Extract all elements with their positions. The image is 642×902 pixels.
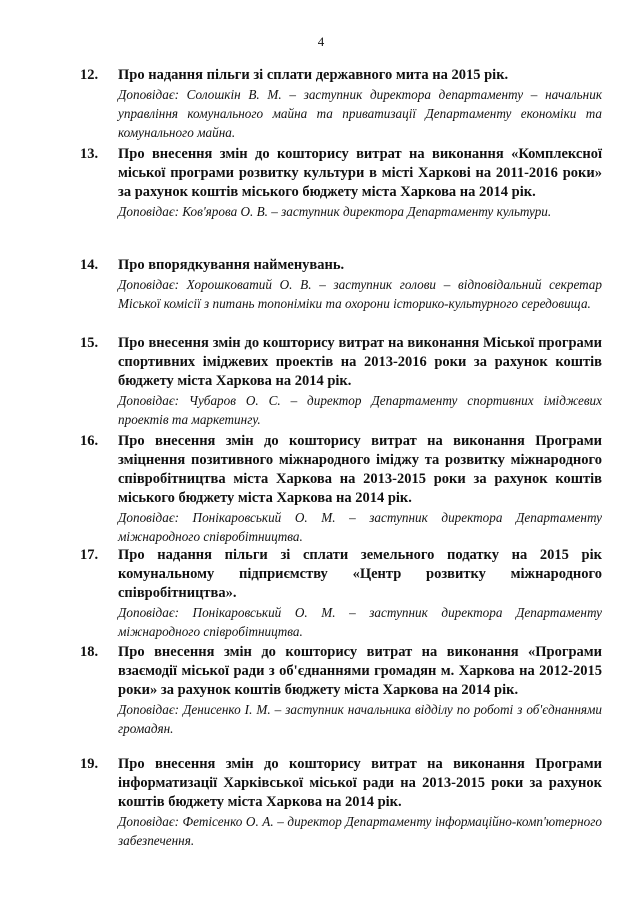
item-title: Про внесення змін до кошторису витрат на виконання Програми зміцнення позитивного міжнародного іміджу та розвитку міжнародного співробітництва міста Харкова на 2013-2015 роки за рахунок коштів міського бюджету міста Харкова на 2014 рік.	[118, 433, 602, 506]
item-speaker: Доповідає: Чубаров О. С. – директор Департаменту спортивних іміджевих проектів та маркетингу.	[118, 393, 602, 427]
item-number: 13.	[80, 146, 99, 162]
item-title: Про внесення змін до кошторису витрат на виконання «Програми взаємодії міської ради з об'єднаннями громадян м. Харкова на 2012-2015 роки» за рахунок коштів бюджету міста Харкова на 2014 рік.	[118, 644, 602, 698]
item-title: Про внесення змін до кошторису витрат на виконання Програми інформатизації Харківської міської ради на 2013-2015 роки за рахунок коштів бюджету міста Харкова на 2014 рік.	[118, 756, 602, 810]
item-number: 15.	[80, 335, 99, 351]
item-speaker: Доповідає: Понікаровський О. М. – заступник директора Департаменту міжнародного співробітництва.	[118, 510, 602, 544]
item-title: Про внесення змін до кошторису витрат на виконання Міської програми спортивних іміджевих проектів на 2013-2016 роки за рахунок коштів бюджету міста Харкова на 2014 рік.	[118, 335, 602, 389]
item-speaker: Доповідає: Понікаровський О. М. – заступник директора Департаменту міжнародного співробітництва.	[118, 605, 602, 639]
item-speaker: Доповідає: Хорошкoватий О. В. – заступник голови – відповідальний секретар Міської комісії з питань топоніміки та охорони історико-культурного середовища.	[118, 277, 602, 311]
item-number: 17.	[80, 547, 99, 563]
item-number: 12.	[80, 67, 99, 83]
item-number: 16.	[80, 433, 99, 449]
item-number: 14.	[80, 257, 99, 273]
item-number: 19.	[80, 756, 99, 772]
item-title: Про внесення змін до кошторису витрат на виконання «Комплексної міської програми розвитку культури в місті Харкові на 2011-2016 роки» за рахунок коштів міського бюджету міста Харкова на 2014 рік.	[118, 146, 602, 200]
item-number: 18.	[80, 644, 99, 660]
item-speaker: Доповідає: Денисенко І. М. – заступник начальника відділу по роботі з об'єднаннями громадян.	[118, 702, 602, 736]
page-number: 4	[317, 34, 325, 49]
item-title: Про надання пільги зі сплати земельного податку на 2015 рік комунальному підприємству «Центр розвитку міжнародного співробітництва».	[118, 547, 602, 601]
item-speaker: Доповідає: Фетісенко О. А. – директор Департаменту інформаційно-комп'ютерного забезпечення.	[118, 814, 602, 848]
item-title: Про впорядкування найменувань.	[118, 257, 345, 273]
item-speaker: Доповідає: Солошкін В. М. – заступник директора департаменту – начальник управління комунального майна та приватизації Департаменту економіки та комунального майна.	[118, 87, 602, 140]
item-speaker: Доповідає: Ков'ярова О. В. – заступник директора Департаменту культури.	[118, 204, 552, 219]
item-title: Про надання пільги зі сплати державного мита на 2015 рік.	[118, 67, 509, 83]
